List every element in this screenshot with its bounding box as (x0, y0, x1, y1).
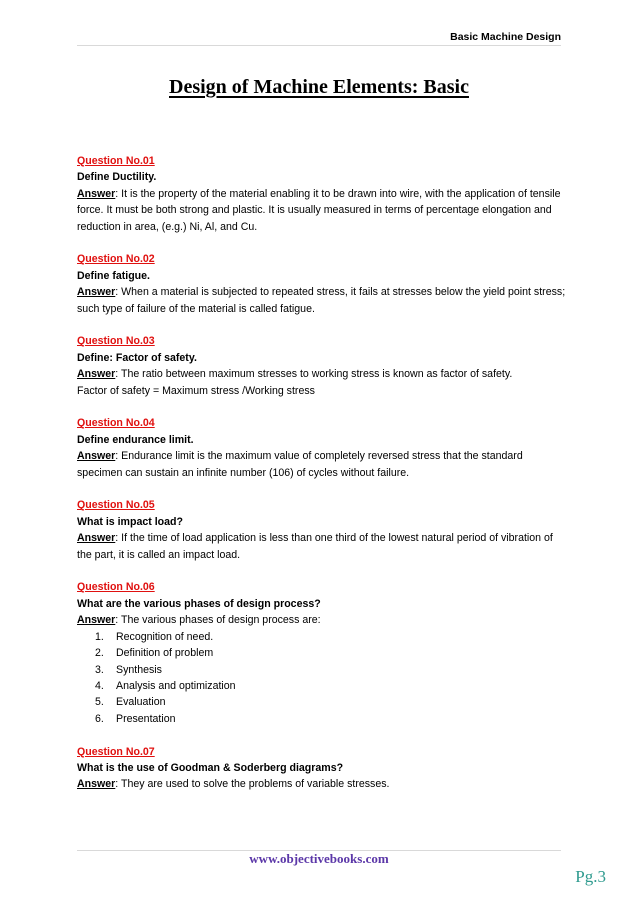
answer-label: Answer (77, 368, 116, 381)
answer-label: Answer (77, 614, 116, 627)
answer-text: : Endurance limit is the maximum value of completely reversed stress that the standard specimen can sustain an infinite number (106) of cycles without failure. (77, 450, 523, 479)
question-label: Question No.01 (77, 155, 155, 167)
answer-paragraph (77, 366, 567, 382)
list-item-text: Evaluation (116, 696, 166, 709)
list-number: 1. (95, 630, 104, 643)
list-item-text: Presentation (116, 712, 176, 725)
answer-text: : If the time of load application is less than one third of the lowest natural period of vibration of the part, it is called an impact load. (77, 532, 553, 561)
list-number: 5. (95, 696, 104, 709)
list-item (77, 678, 567, 694)
list-number: 3. (95, 663, 104, 676)
document-title: Design of Machine Elements: Basic (169, 76, 469, 98)
answer-paragraph (77, 186, 567, 235)
question-text: What is the use of Goodman & Soderberg diagrams? (77, 761, 344, 774)
list-item (77, 629, 567, 645)
question-label: Question No.07 (77, 745, 155, 758)
list-item (77, 662, 567, 678)
list-item-text: Definition of problem (116, 647, 214, 660)
document-body (77, 153, 567, 809)
list-number: 2. (95, 647, 104, 660)
answer-paragraph (77, 530, 567, 563)
footer-website-link[interactable]: www.objectivebooks.com (249, 851, 389, 866)
qa-item-07 (77, 744, 567, 793)
question-label: Question No.02 (77, 253, 155, 266)
answer-text: : The ratio between maximum stresses to working stress is known as factor of safety. (115, 368, 513, 381)
qa-item-04 (77, 415, 567, 481)
question-text: Define: Factor of safety. (77, 351, 197, 364)
answer-paragraph (77, 284, 567, 317)
qa-item-05 (77, 497, 567, 563)
question-text: Define fatigue. (77, 269, 150, 282)
list-item-text: Analysis and optimization (116, 679, 236, 692)
question-label: Question No.05 (77, 499, 155, 512)
question-text: What is impact load? (77, 515, 183, 528)
header-divider (77, 45, 561, 46)
qa-item-03 (77, 333, 567, 399)
page-number: Pg.3 (575, 867, 606, 886)
answer-paragraph (77, 612, 567, 628)
question-text: What are the various phases of design process? (77, 597, 321, 610)
answer-paragraph (77, 776, 567, 792)
list-item-text: Recognition of need. (116, 630, 214, 643)
list-number: 6. (95, 712, 104, 725)
answer-paragraph (77, 448, 567, 481)
formula-line: Factor of safety = Maximum stress /Working stress (77, 384, 315, 397)
list-number: 4. (95, 679, 104, 692)
answer-text: : It is the property of the material enabling it to be drawn into wire, with the application of tensile force. It must be both strong and plastic. It is usually measured in terms of percentage elongation and reduction in area, (e.g.) Ni, Al, and Cu. (77, 187, 561, 233)
list-item-text: Synthesis (116, 663, 162, 676)
answer-text: : The various phases of design process are: (115, 614, 321, 627)
running-header: Basic Machine Design (450, 31, 561, 43)
question-label: Question No.03 (77, 335, 155, 348)
question-text: Define Ductility. (77, 171, 157, 184)
answer-text: : When a material is subjected to repeated stress, it fails at stresses below the yield point stress; such type of failure of the material is called fatigue. (77, 286, 566, 315)
answer-label: Answer (77, 532, 116, 545)
qa-item-06 (77, 579, 567, 727)
design-phases-list (77, 629, 567, 727)
qa-item-02 (77, 251, 567, 317)
list-item (77, 711, 567, 727)
qa-item-01 (77, 153, 567, 235)
question-text: Define endurance limit. (77, 433, 194, 446)
answer-label: Answer (77, 286, 116, 299)
list-item (77, 694, 567, 710)
answer-label: Answer (77, 187, 116, 200)
answer-text: : They are used to solve the problems of variable stresses. (115, 778, 390, 791)
answer-label: Answer (77, 450, 116, 463)
list-item (77, 645, 567, 661)
answer-label: Answer (77, 778, 116, 791)
question-label: Question No.06 (77, 581, 155, 594)
question-label: Question No.04 (77, 417, 155, 430)
